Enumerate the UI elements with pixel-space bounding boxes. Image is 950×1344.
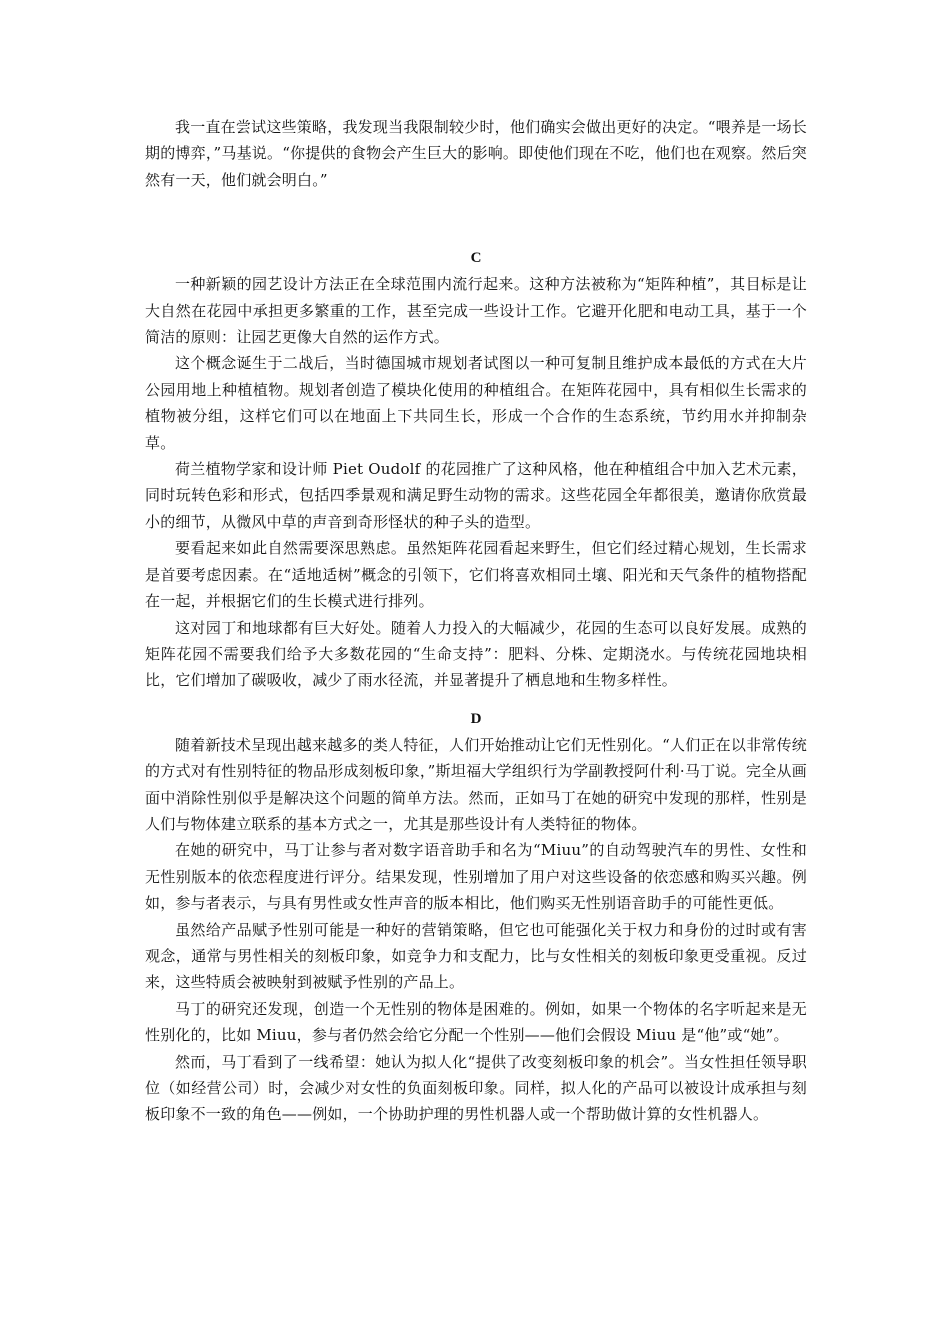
- paragraph: 这对园丁和地球都有巨大好处。随着人力投入的大幅减少，花园的生态可以良好发展。成熟的矩阵花园不需要我们给予大多数花园的“生命支持”：肥料、分株、定期浇水。与传统花园地块相比，它们增加了碳吸收，减少了雨水径流，并显著提升了栖息地和生物多样性。: [145, 618, 807, 690]
- paragraph: 一种新颖的园艺设计方法正在全球范围内流行起来。这种方法被称为“矩阵种植”，其目标是让大自然在花园中承担更多繁重的工作，甚至完成一些设计工作。它避开化肥和电动工具，基于一个简洁的原则：让园艺更像大自然的运作方式。: [145, 275, 807, 347]
- section-d: [145, 706, 807, 1128]
- section-c: [145, 245, 807, 694]
- paragraph: 我一直在尝试这些策略，我发现当我限制较少时，他们确实会做出更好的决定。“喂养是一场长期的博弈，”马基说。“你提供的食物会产生巨大的影响。即使他们现在不吃，他们也在观察。然后突然有一天，他们就会明白。”: [145, 118, 807, 189]
- paragraph: 在她的研究中，马丁让参与者对数字语音助手和名为“Miuu”的自动驾驶汽车的男性、女性和无性别版本的依恋程度进行评分。结果发现，性别增加了用户对这些设备的依恋感和购买兴趣。例如，参与者表示，与具有男性或女性声音的版本相比，他们购买无性别语音助手的可能性更低。: [145, 841, 807, 913]
- paragraph: 荷兰植物学家和设计师 Piet Oudolf 的花园推广了这种风格，他在种植组合中加入艺术元素，同时玩转色彩和形式，包括四季景观和满足野生动物的需求。这些花园全年都很美，邀请你欣赏最小的细节，从微风中草的声音到奇形怪状的种子头的造型。: [145, 460, 807, 531]
- paragraph: 要看起来如此自然需要深思熟虑。虽然矩阵花园看起来野生，但它们经过精心规划，生长需求是首要考虑因素。在“适地适树”概念的引领下，它们将喜欢相同土壤、阳光和天气条件的植物搭配在一起，并根据它们的生长模式进行排列。: [145, 539, 807, 611]
- section-b-tail: [145, 114, 807, 193]
- paragraph: 然而，马丁看到了一线希望：她认为拟人化“提供了改变刻板印象的机会”。当女性担任领导职位（如经营公司）时，会减少对女性的负面刻板印象。同样，拟人化的产品可以被设计成承担与刻板印象不一致的角色——例如，一个协助护理的男性机器人或一个帮助做计算的女性机器人。: [145, 1052, 807, 1124]
- paragraph: 虽然给产品赋予性别可能是一种好的营销策略，但它也可能强化关于权力和身份的过时或有害观念，通常与男性相关的刻板印象，如竞争力和支配力，比与女性相关的刻板印象更受重视。反过来，这些特质会被映射到被赋予性别的产品上。: [145, 920, 807, 992]
- document-page: [145, 114, 807, 1128]
- section-heading-d: D: [470, 710, 482, 727]
- paragraph: 这个概念诞生于二战后，当时德国城市规划者试图以一种可复制且维护成本最低的方式在大片公园用地上种植植物。规划者创造了模块化使用的种植组合。在矩阵花园中，具有相似生长需求的植物被分组，这样它们可以在地面上下共同生长，形成一个合作的生态系统，节约用水并抑制杂草。: [145, 354, 807, 452]
- paragraph: 随着新技术呈现出越来越多的类人特征，人们开始推动让它们无性别化。“人们正在以非常传统的方式对有性别特征的物品形成刻板印象，”斯坦福大学组织行为学副教授阿什利·马丁说。完全从画面中消除性别似乎是解决这个问题的简单方法。然而，正如马丁在她的研究中发现的那样，性别是人们与物体建立联系的基本方式之一，尤其是那些设计有人类特征的物体。: [145, 735, 807, 833]
- paragraph: 马丁的研究还发现，创造一个无性别的物体是困难的。例如，如果一个物体的名字听起来是无性别化的，比如 Miuu，参与者仍然会给它分配一个性别——他们会假设 Miuu 是“他”或“她”。: [145, 999, 807, 1045]
- section-heading-c: C: [470, 250, 482, 267]
